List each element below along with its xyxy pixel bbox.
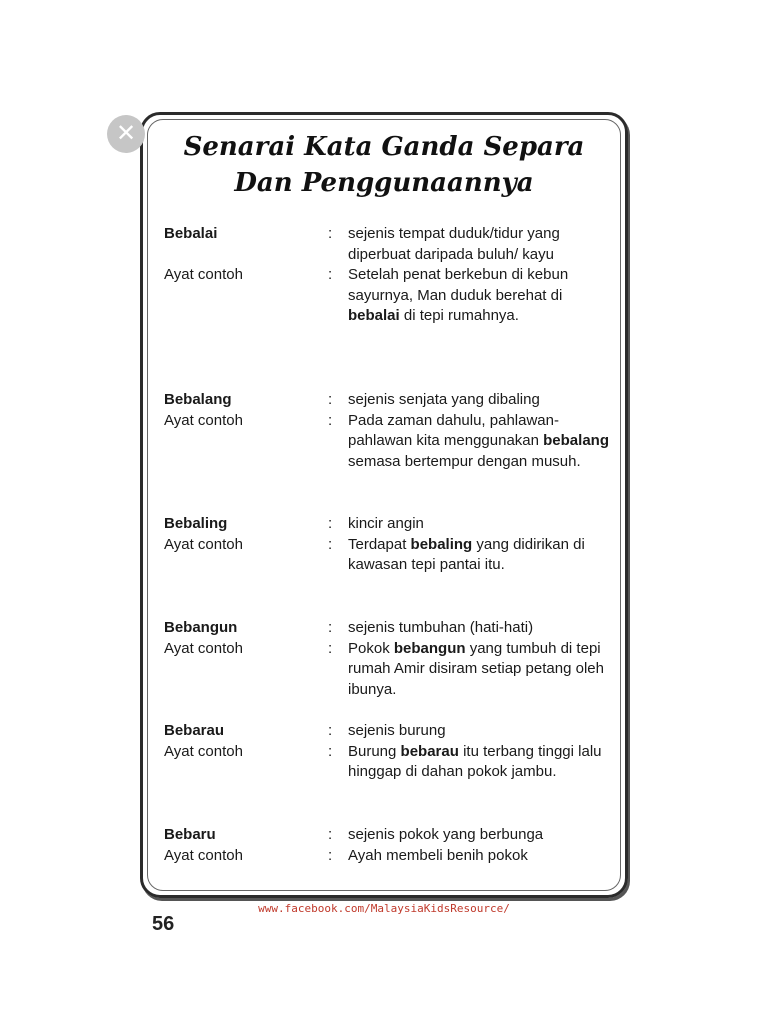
colon: :	[328, 411, 333, 429]
colon: :	[328, 722, 333, 739]
entry-example: Pokok bebangun yang tumbuh di tepi rumah Amir disiram setiap petang oleh ibunya.	[348, 639, 604, 698]
entry-meaning: sejenis tumbuhan (hati-hati)	[348, 619, 534, 636]
colon: :	[328, 742, 333, 760]
close-icon: ✕	[115, 120, 137, 147]
entry-word: Bebaru	[164, 826, 216, 843]
entry-word: Bebaling	[164, 515, 228, 532]
colon: :	[328, 826, 333, 843]
example-label: Ayat contoh	[164, 535, 243, 553]
colon: :	[328, 515, 333, 532]
entry-word: Bebangun	[164, 619, 238, 636]
example-label: Ayat contoh	[164, 846, 243, 864]
colon: :	[328, 535, 333, 553]
entry-word: Bebalai	[164, 225, 218, 242]
example-label: Ayat contoh	[164, 639, 243, 657]
entry	[164, 390, 614, 472]
colon: :	[328, 846, 333, 864]
entry-example: Burung bebarau itu terbang tinggi lalu hinggap di dahan pokok jambu.	[348, 742, 602, 780]
example-label: Ayat contoh	[164, 266, 243, 283]
close-button[interactable]	[107, 115, 145, 153]
entry-meaning: sejenis pokok yang berbunga	[348, 826, 544, 843]
entry	[164, 618, 614, 700]
colon: :	[328, 225, 333, 242]
page-number: 56	[152, 913, 175, 935]
entry-example: Pada zaman dahulu, pahlawan-pahlawan kita menggunakan bebalang semasa bertempur dengan musuh.	[348, 411, 609, 470]
entry-meaning: sejenis senjata yang dibaling	[348, 391, 540, 408]
example-label: Ayat contoh	[164, 742, 243, 760]
colon: :	[328, 619, 333, 636]
colon: :	[328, 639, 333, 657]
entry-meaning: kincir angin	[348, 515, 424, 532]
entry-word: Bebarau	[164, 722, 225, 739]
facebook-url-watermark: www.facebook.com/MalaysiaKidsResource/	[258, 902, 510, 915]
page-title-line2: Dan Penggunaannya	[234, 168, 534, 198]
colon: :	[328, 391, 333, 408]
entry-meaning: sejenis burung	[348, 722, 446, 739]
page-title-line1: Senarai Kata Ganda Separa	[183, 132, 585, 162]
entry-example: Setelah penat berkebun di kebun sayurnya, Man duduk berehat di bebalai di tepi rumahnya.	[348, 266, 569, 324]
example-label: Ayat contoh	[164, 411, 243, 429]
entry	[164, 224, 614, 327]
entry	[164, 721, 614, 783]
entry-example: Ayah membeli benih pokok	[348, 846, 528, 864]
entry	[164, 514, 614, 576]
entry-word: Bebalang	[164, 391, 232, 408]
entry-example: Terdapat bebaling yang didirikan di kawasan tepi pantai itu.	[348, 535, 585, 573]
entry	[164, 825, 614, 866]
colon: :	[328, 266, 333, 283]
entry-meaning: sejenis tempat duduk/tidur yang diperbuat daripada buluh/ kayu	[348, 225, 560, 263]
